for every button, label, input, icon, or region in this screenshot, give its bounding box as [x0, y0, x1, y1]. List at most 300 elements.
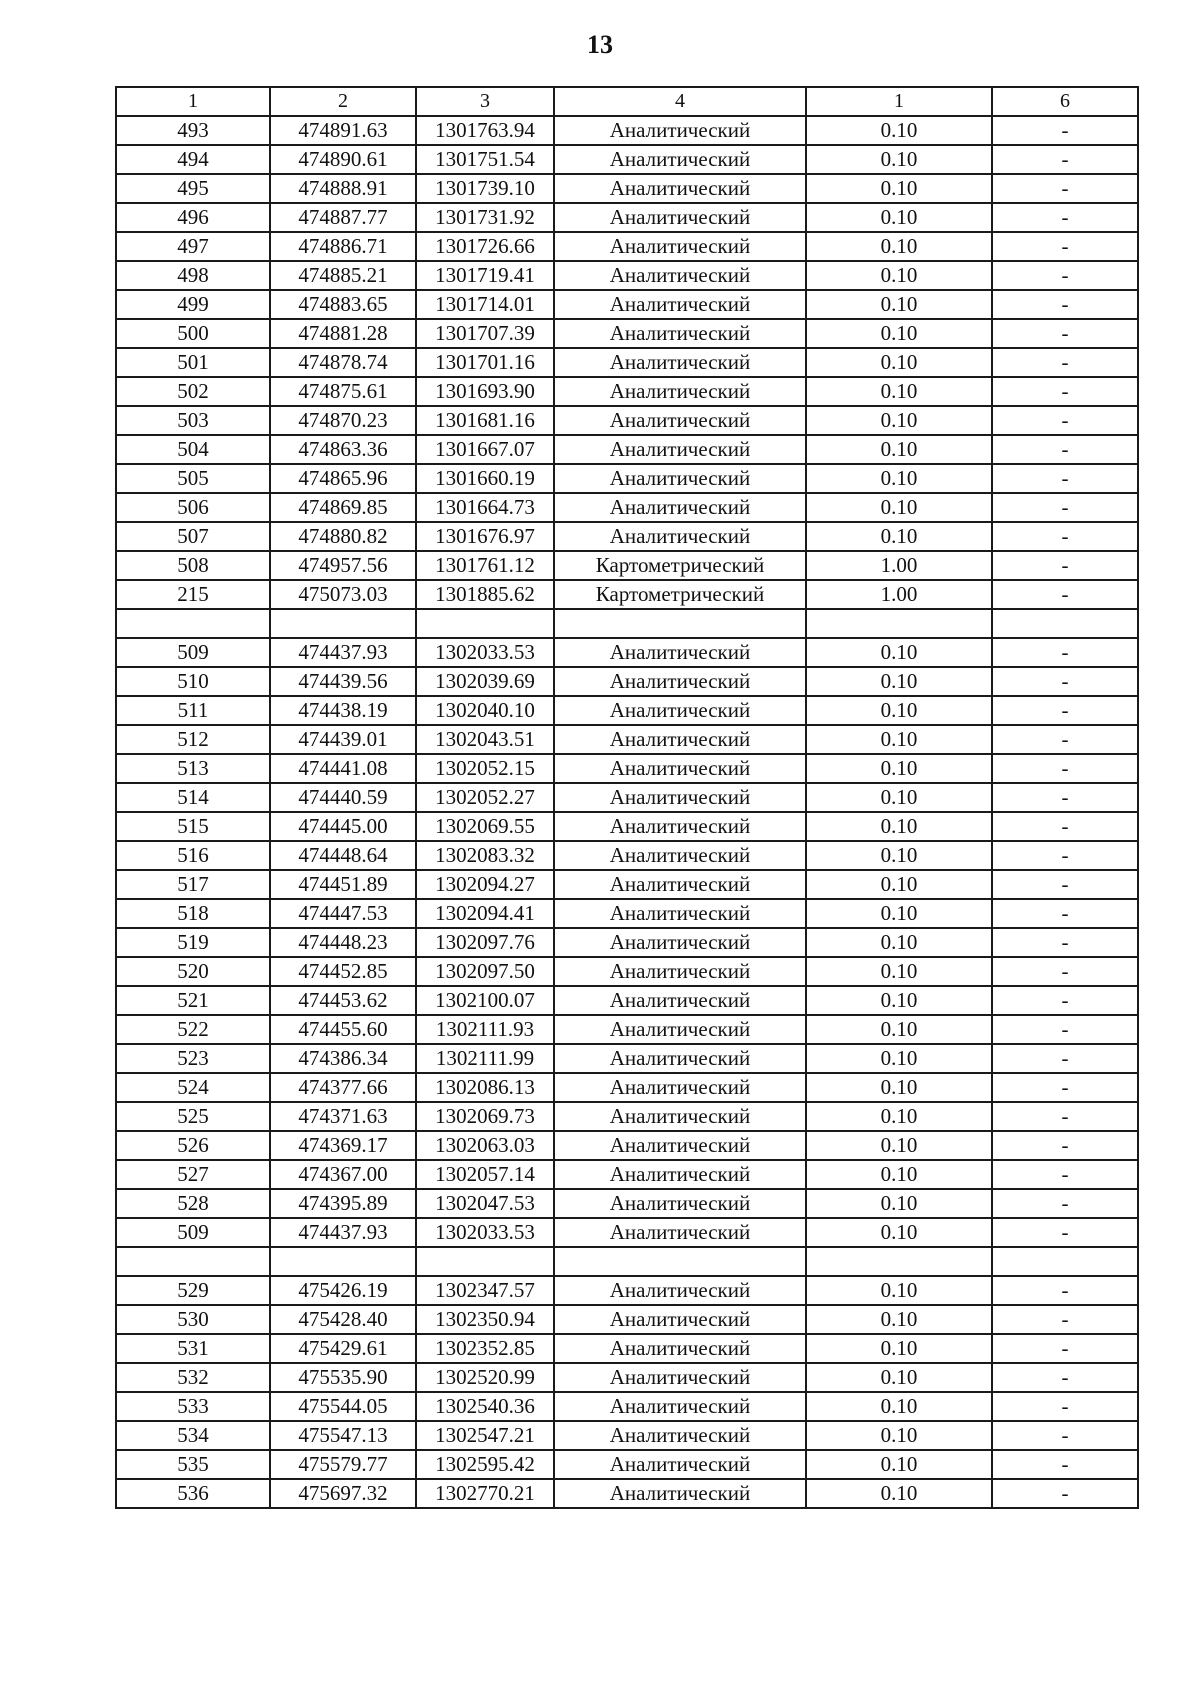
cell-accuracy: 0.10: [806, 812, 992, 841]
cell-method: Аналитический: [554, 725, 806, 754]
cell-method: Аналитический: [554, 1363, 806, 1392]
cell-point-number: 496: [116, 203, 270, 232]
table-row: [116, 203, 1138, 232]
cell-accuracy: 0.10: [806, 841, 992, 870]
cell-point-number: 516: [116, 841, 270, 870]
cell-description: -: [992, 725, 1138, 754]
cell-method: Аналитический: [554, 986, 806, 1015]
cell-description: -: [992, 551, 1138, 580]
cell-point-number: 506: [116, 493, 270, 522]
cell-accuracy: 0.10: [806, 319, 992, 348]
cell-point-number: 522: [116, 1015, 270, 1044]
cell-point-number: 517: [116, 870, 270, 899]
cell-y-coordinate: 1302347.57: [416, 1276, 554, 1305]
cell-accuracy: 0.10: [806, 754, 992, 783]
coordinates-table: [115, 86, 1139, 1509]
cell-x-coordinate: 474448.64: [270, 841, 416, 870]
table-row: [116, 1276, 1138, 1305]
cell-y-coordinate: 1301701.16: [416, 348, 554, 377]
cell-method: Аналитический: [554, 1334, 806, 1363]
table-row: [116, 1392, 1138, 1421]
cell-point-number: 536: [116, 1479, 270, 1508]
cell-x-coordinate: 475579.77: [270, 1450, 416, 1479]
table-row: [116, 319, 1138, 348]
cell-x-coordinate: 475697.32: [270, 1479, 416, 1508]
cell-method: Аналитический: [554, 348, 806, 377]
cell-accuracy: 0.10: [806, 957, 992, 986]
cell-point-number: 523: [116, 1044, 270, 1073]
cell-description: -: [992, 812, 1138, 841]
cell-method: Аналитический: [554, 116, 806, 145]
table-row: [116, 1450, 1138, 1479]
cell-point-number: 493: [116, 116, 270, 145]
table-row: [116, 493, 1138, 522]
page-number: 13: [587, 30, 613, 59]
cell-description: -: [992, 116, 1138, 145]
cell-y-coordinate: 1301664.73: [416, 493, 554, 522]
cell-description: -: [992, 377, 1138, 406]
cell-method: Аналитический: [554, 290, 806, 319]
cell-y-coordinate: [416, 609, 554, 638]
cell-y-coordinate: 1302350.94: [416, 1305, 554, 1334]
cell-point-number: 501: [116, 348, 270, 377]
cell-y-coordinate: 1302057.14: [416, 1160, 554, 1189]
cell-y-coordinate: 1302094.41: [416, 899, 554, 928]
table-row: [116, 1218, 1138, 1247]
cell-point-number: 512: [116, 725, 270, 754]
cell-accuracy: 0.10: [806, 1189, 992, 1218]
table-row: [116, 1102, 1138, 1131]
cell-accuracy: 0.10: [806, 232, 992, 261]
table-row: [116, 290, 1138, 319]
cell-y-coordinate: 1302047.53: [416, 1189, 554, 1218]
table-row: [116, 406, 1138, 435]
cell-accuracy: 0.10: [806, 145, 992, 174]
table-row: [116, 899, 1138, 928]
column-header-accuracy: 1: [806, 87, 992, 116]
cell-description: -: [992, 493, 1138, 522]
cell-method: Аналитический: [554, 261, 806, 290]
cell-y-coordinate: 1302086.13: [416, 1073, 554, 1102]
cell-point-number: 518: [116, 899, 270, 928]
cell-description: -: [992, 1363, 1138, 1392]
cell-y-coordinate: 1302540.36: [416, 1392, 554, 1421]
cell-accuracy: 0.10: [806, 1073, 992, 1102]
cell-accuracy: 0.10: [806, 348, 992, 377]
table-row: [116, 754, 1138, 783]
cell-accuracy: 0.10: [806, 406, 992, 435]
cell-point-number: 511: [116, 696, 270, 725]
cell-method: Аналитический: [554, 1131, 806, 1160]
column-header-description: 6: [992, 87, 1138, 116]
table-row: [116, 1189, 1138, 1218]
cell-point-number: [116, 1247, 270, 1276]
column-header-point-number: 1: [116, 87, 270, 116]
cell-method: [554, 609, 806, 638]
cell-y-coordinate: 1302352.85: [416, 1334, 554, 1363]
cell-method: Аналитический: [554, 1160, 806, 1189]
cell-description: -: [992, 754, 1138, 783]
table-row: [116, 1479, 1138, 1508]
cell-point-number: 514: [116, 783, 270, 812]
cell-y-coordinate: 1302547.21: [416, 1421, 554, 1450]
cell-y-coordinate: 1301681.16: [416, 406, 554, 435]
cell-description: -: [992, 435, 1138, 464]
cell-method: Аналитический: [554, 319, 806, 348]
cell-description: -: [992, 261, 1138, 290]
cell-accuracy: 0.10: [806, 1363, 992, 1392]
cell-point-number: 532: [116, 1363, 270, 1392]
cell-method: Аналитический: [554, 435, 806, 464]
table-row: [116, 667, 1138, 696]
cell-accuracy: 0.10: [806, 1131, 992, 1160]
cell-x-coordinate: 474369.17: [270, 1131, 416, 1160]
cell-x-coordinate: [270, 1247, 416, 1276]
cell-point-number: 535: [116, 1450, 270, 1479]
table-row: [116, 261, 1138, 290]
cell-accuracy: 0.10: [806, 1305, 992, 1334]
cell-accuracy: 0.10: [806, 1218, 992, 1247]
cell-description: -: [992, 319, 1138, 348]
cell-x-coordinate: 475535.90: [270, 1363, 416, 1392]
cell-x-coordinate: 474453.62: [270, 986, 416, 1015]
cell-description: -: [992, 348, 1138, 377]
cell-description: -: [992, 1189, 1138, 1218]
cell-y-coordinate: 1302063.03: [416, 1131, 554, 1160]
cell-point-number: 505: [116, 464, 270, 493]
cell-y-coordinate: 1302094.27: [416, 870, 554, 899]
cell-x-coordinate: 474863.36: [270, 435, 416, 464]
column-header-y-coordinate: 3: [416, 87, 554, 116]
cell-point-number: 521: [116, 986, 270, 1015]
cell-x-coordinate: 475544.05: [270, 1392, 416, 1421]
cell-x-coordinate: 474957.56: [270, 551, 416, 580]
cell-point-number: 534: [116, 1421, 270, 1450]
cell-description: -: [992, 1218, 1138, 1247]
cell-accuracy: 0.10: [806, 522, 992, 551]
cell-description: -: [992, 1276, 1138, 1305]
cell-x-coordinate: 475429.61: [270, 1334, 416, 1363]
cell-y-coordinate: 1301751.54: [416, 145, 554, 174]
cell-point-number: 525: [116, 1102, 270, 1131]
cell-point-number: 498: [116, 261, 270, 290]
cell-y-coordinate: 1302097.76: [416, 928, 554, 957]
table-row: [116, 928, 1138, 957]
cell-accuracy: 0.10: [806, 1276, 992, 1305]
cell-point-number: 499: [116, 290, 270, 319]
cell-method: Аналитический: [554, 841, 806, 870]
cell-y-coordinate: 1302083.32: [416, 841, 554, 870]
cell-x-coordinate: 474891.63: [270, 116, 416, 145]
cell-method: [554, 1247, 806, 1276]
table-row: [116, 145, 1138, 174]
cell-method: Картометрический: [554, 580, 806, 609]
cell-accuracy: 0.10: [806, 638, 992, 667]
cell-point-number: 515: [116, 812, 270, 841]
table-row: [116, 957, 1138, 986]
cell-y-coordinate: 1301676.97: [416, 522, 554, 551]
cell-method: Аналитический: [554, 1073, 806, 1102]
cell-description: -: [992, 841, 1138, 870]
table-row: [116, 1363, 1138, 1392]
cell-description: -: [992, 406, 1138, 435]
cell-y-coordinate: 1302052.27: [416, 783, 554, 812]
cell-description: -: [992, 464, 1138, 493]
cell-method: Аналитический: [554, 1044, 806, 1073]
cell-accuracy: 0.10: [806, 667, 992, 696]
cell-accuracy: 0.10: [806, 1044, 992, 1073]
cell-method: Аналитический: [554, 406, 806, 435]
table-row: [116, 812, 1138, 841]
cell-accuracy: 0.10: [806, 203, 992, 232]
cell-method: Аналитический: [554, 1102, 806, 1131]
cell-method: Аналитический: [554, 203, 806, 232]
cell-description: -: [992, 232, 1138, 261]
cell-point-number: 507: [116, 522, 270, 551]
cell-method: Аналитический: [554, 1392, 806, 1421]
table-body: [116, 116, 1138, 1508]
cell-accuracy: 0.10: [806, 174, 992, 203]
cell-description: -: [992, 638, 1138, 667]
cell-point-number: 215: [116, 580, 270, 609]
table-row: [116, 580, 1138, 609]
cell-description: [992, 1247, 1138, 1276]
cell-x-coordinate: 474887.77: [270, 203, 416, 232]
cell-x-coordinate: 474439.01: [270, 725, 416, 754]
cell-point-number: 527: [116, 1160, 270, 1189]
cell-method: Аналитический: [554, 696, 806, 725]
cell-y-coordinate: 1301660.19: [416, 464, 554, 493]
cell-accuracy: 0.10: [806, 783, 992, 812]
column-header-method: 4: [554, 87, 806, 116]
cell-accuracy: 1.00: [806, 551, 992, 580]
cell-point-number: 509: [116, 1218, 270, 1247]
cell-description: -: [992, 870, 1138, 899]
table-row: [116, 1160, 1138, 1189]
cell-point-number: 524: [116, 1073, 270, 1102]
cell-accuracy: 0.10: [806, 986, 992, 1015]
table-row: [116, 377, 1138, 406]
cell-description: -: [992, 696, 1138, 725]
cell-accuracy: 0.10: [806, 928, 992, 957]
cell-x-coordinate: 475426.19: [270, 1276, 416, 1305]
cell-x-coordinate: 474455.60: [270, 1015, 416, 1044]
cell-x-coordinate: 475073.03: [270, 580, 416, 609]
cell-y-coordinate: 1302069.73: [416, 1102, 554, 1131]
cell-method: Аналитический: [554, 1218, 806, 1247]
cell-method: Аналитический: [554, 754, 806, 783]
cell-accuracy: 1.00: [806, 580, 992, 609]
cell-accuracy: 0.10: [806, 290, 992, 319]
table-row: [116, 435, 1138, 464]
cell-method: Аналитический: [554, 1015, 806, 1044]
cell-y-coordinate: 1301731.92: [416, 203, 554, 232]
table-row: [116, 1015, 1138, 1044]
cell-accuracy: [806, 1247, 992, 1276]
table-row: [116, 1073, 1138, 1102]
cell-description: -: [992, 580, 1138, 609]
cell-x-coordinate: 474870.23: [270, 406, 416, 435]
cell-point-number: 513: [116, 754, 270, 783]
cell-description: -: [992, 174, 1138, 203]
cell-x-coordinate: 474386.34: [270, 1044, 416, 1073]
cell-y-coordinate: 1301726.66: [416, 232, 554, 261]
cell-x-coordinate: 474447.53: [270, 899, 416, 928]
cell-description: -: [992, 1450, 1138, 1479]
header-row: [116, 87, 1138, 116]
cell-y-coordinate: 1302100.07: [416, 986, 554, 1015]
cell-x-coordinate: 475547.13: [270, 1421, 416, 1450]
cell-point-number: 502: [116, 377, 270, 406]
cell-y-coordinate: 1301739.10: [416, 174, 554, 203]
table-row: [116, 1131, 1138, 1160]
cell-x-coordinate: 474865.96: [270, 464, 416, 493]
cell-y-coordinate: 1302097.50: [416, 957, 554, 986]
cell-y-coordinate: 1302770.21: [416, 1479, 554, 1508]
cell-x-coordinate: 474439.56: [270, 667, 416, 696]
cell-accuracy: 0.10: [806, 899, 992, 928]
cell-x-coordinate: 474869.85: [270, 493, 416, 522]
table-row: [116, 116, 1138, 145]
cell-point-number: 520: [116, 957, 270, 986]
cell-method: Аналитический: [554, 1305, 806, 1334]
cell-x-coordinate: 474440.59: [270, 783, 416, 812]
cell-x-coordinate: 474437.93: [270, 1218, 416, 1247]
cell-description: -: [992, 1305, 1138, 1334]
table-row: [116, 1421, 1138, 1450]
cell-point-number: [116, 609, 270, 638]
cell-description: -: [992, 957, 1138, 986]
table-row: [116, 841, 1138, 870]
cell-accuracy: 0.10: [806, 435, 992, 464]
table-row: [116, 522, 1138, 551]
cell-point-number: 531: [116, 1334, 270, 1363]
cell-accuracy: 0.10: [806, 725, 992, 754]
cell-accuracy: [806, 609, 992, 638]
cell-point-number: 519: [116, 928, 270, 957]
cell-description: -: [992, 1102, 1138, 1131]
cell-method: Аналитический: [554, 377, 806, 406]
cell-accuracy: 0.10: [806, 1160, 992, 1189]
cell-description: -: [992, 1015, 1138, 1044]
cell-accuracy: 0.10: [806, 464, 992, 493]
cell-method: Картометрический: [554, 551, 806, 580]
cell-y-coordinate: 1301761.12: [416, 551, 554, 580]
table-row: [116, 696, 1138, 725]
cell-method: Аналитический: [554, 1189, 806, 1218]
cell-y-coordinate: 1302040.10: [416, 696, 554, 725]
cell-method: Аналитический: [554, 145, 806, 174]
cell-method: Аналитический: [554, 464, 806, 493]
cell-x-coordinate: 474445.00: [270, 812, 416, 841]
cell-x-coordinate: 474371.63: [270, 1102, 416, 1131]
cell-description: -: [992, 667, 1138, 696]
cell-point-number: 530: [116, 1305, 270, 1334]
cell-point-number: 504: [116, 435, 270, 464]
cell-y-coordinate: 1302043.51: [416, 725, 554, 754]
cell-description: -: [992, 203, 1138, 232]
cell-x-coordinate: 474451.89: [270, 870, 416, 899]
cell-x-coordinate: 474448.23: [270, 928, 416, 957]
cell-y-coordinate: 1301719.41: [416, 261, 554, 290]
cell-accuracy: 0.10: [806, 493, 992, 522]
cell-method: Аналитический: [554, 232, 806, 261]
table-row: [116, 174, 1138, 203]
cell-description: -: [992, 290, 1138, 319]
table-separator-row: [116, 609, 1138, 638]
cell-x-coordinate: 475428.40: [270, 1305, 416, 1334]
table-row: [116, 1334, 1138, 1363]
cell-x-coordinate: 474437.93: [270, 638, 416, 667]
cell-description: -: [992, 783, 1138, 812]
cell-y-coordinate: [416, 1247, 554, 1276]
cell-y-coordinate: 1302039.69: [416, 667, 554, 696]
table-row: [116, 725, 1138, 754]
table-row: [116, 348, 1138, 377]
cell-point-number: 510: [116, 667, 270, 696]
cell-y-coordinate: 1301714.01: [416, 290, 554, 319]
cell-x-coordinate: 474367.00: [270, 1160, 416, 1189]
cell-y-coordinate: 1302111.93: [416, 1015, 554, 1044]
cell-method: Аналитический: [554, 899, 806, 928]
cell-y-coordinate: 1301885.62: [416, 580, 554, 609]
cell-y-coordinate: 1302052.15: [416, 754, 554, 783]
table-row: [116, 232, 1138, 261]
cell-point-number: 533: [116, 1392, 270, 1421]
cell-accuracy: 0.10: [806, 261, 992, 290]
column-header-x-coordinate: 2: [270, 87, 416, 116]
cell-method: Аналитический: [554, 928, 806, 957]
cell-description: -: [992, 1392, 1138, 1421]
cell-method: Аналитический: [554, 522, 806, 551]
cell-accuracy: 0.10: [806, 116, 992, 145]
cell-y-coordinate: 1302520.99: [416, 1363, 554, 1392]
cell-y-coordinate: 1302033.53: [416, 1218, 554, 1247]
cell-x-coordinate: 474885.21: [270, 261, 416, 290]
cell-x-coordinate: 474880.82: [270, 522, 416, 551]
cell-point-number: 500: [116, 319, 270, 348]
cell-description: -: [992, 1044, 1138, 1073]
cell-x-coordinate: 474888.91: [270, 174, 416, 203]
cell-x-coordinate: 474377.66: [270, 1073, 416, 1102]
table-header: [116, 87, 1138, 116]
cell-accuracy: 0.10: [806, 870, 992, 899]
cell-y-coordinate: 1302069.55: [416, 812, 554, 841]
cell-description: -: [992, 899, 1138, 928]
cell-x-coordinate: 474881.28: [270, 319, 416, 348]
cell-description: -: [992, 1334, 1138, 1363]
cell-method: Аналитический: [554, 1276, 806, 1305]
cell-accuracy: 0.10: [806, 377, 992, 406]
table-row: [116, 870, 1138, 899]
cell-point-number: 528: [116, 1189, 270, 1218]
cell-x-coordinate: 474875.61: [270, 377, 416, 406]
cell-method: Аналитический: [554, 1421, 806, 1450]
cell-method: Аналитический: [554, 812, 806, 841]
table-row: [116, 638, 1138, 667]
cell-x-coordinate: [270, 609, 416, 638]
cell-description: -: [992, 986, 1138, 1015]
cell-y-coordinate: 1301667.07: [416, 435, 554, 464]
cell-point-number: 497: [116, 232, 270, 261]
cell-description: -: [992, 1479, 1138, 1508]
cell-point-number: 508: [116, 551, 270, 580]
cell-accuracy: 0.10: [806, 1479, 992, 1508]
cell-method: Аналитический: [554, 667, 806, 696]
cell-y-coordinate: 1301693.90: [416, 377, 554, 406]
cell-y-coordinate: 1301763.94: [416, 116, 554, 145]
cell-x-coordinate: 474441.08: [270, 754, 416, 783]
